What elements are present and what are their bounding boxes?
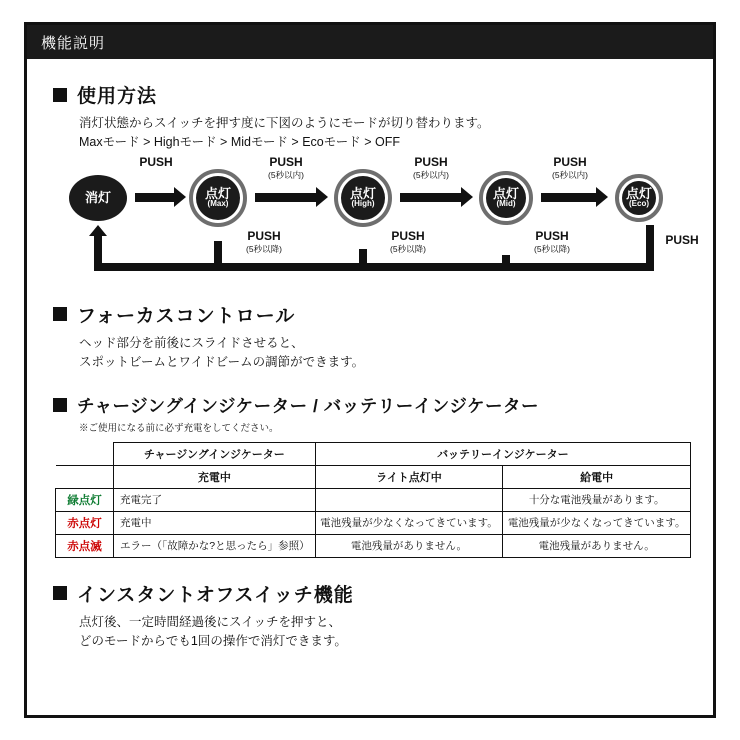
info-panel — [24, 22, 716, 718]
table-cell-blink-charging: エラー（「故障かな?と思ったら」参照） — [114, 534, 316, 557]
section-usage-title: 使用方法 — [77, 86, 158, 107]
instant-line-2: どのモードからでも1回の操作で消灯できます。 — [79, 633, 347, 648]
table-col-header-supply: 給電中 — [503, 465, 691, 488]
square-bullet-icon — [53, 586, 67, 600]
table-cell-red-supply: 電池残量が少なくなってきています。 — [503, 511, 691, 534]
table-cell-green-supply: 十分な電池残量があります。 — [503, 488, 691, 511]
flow-push-bottom-2 — [365, 229, 451, 255]
section-indicator-title: チャージングインジケーター / バッテリーインジケーター — [77, 395, 539, 416]
table-row-label-green-on: 緑点灯 — [56, 488, 114, 511]
table-col-header-charging: 充電中 — [114, 465, 316, 488]
flow-push-bottom-4 — [639, 233, 725, 247]
panel-header-title: 機能説明 — [41, 34, 106, 52]
flow-node-eco-sub: (Eco) — [629, 199, 649, 209]
flow-push-bottom-2-sub: (5秒以降) — [390, 243, 426, 254]
flow-push-bottom-1-main: PUSH — [247, 228, 281, 243]
flow-node-high-sub: (High) — [351, 199, 375, 209]
flow-node-high — [334, 169, 392, 227]
flow-push-bottom-4-main: PUSH — [665, 232, 699, 247]
focus-line-1: ヘッド部分を前後にスライドさせると、 — [79, 335, 304, 350]
flow-node-max — [189, 169, 247, 227]
flow-return-arrowhead — [89, 225, 107, 236]
flow-node-eco-label: 点灯 — [625, 185, 652, 201]
table-row — [56, 488, 691, 511]
section-usage-body — [79, 114, 687, 153]
table-corner-cell — [56, 442, 114, 465]
flow-node-off — [69, 175, 127, 221]
table-cell-red-light-on: 電池残量が少なくなってきています。 — [315, 511, 503, 534]
section-focus-title: フォーカスコントロール — [77, 305, 296, 327]
section-instant-body — [79, 613, 687, 652]
flow-push-top-3-sub: (5秒以内) — [413, 169, 449, 180]
flow-push-top-4 — [533, 155, 607, 181]
mode-flow-diagram — [69, 154, 699, 283]
square-bullet-icon — [53, 88, 67, 102]
table-group-header-charging: チャージングインジケーター — [114, 442, 316, 465]
table-group-header-row — [56, 442, 691, 465]
flow-node-eco — [615, 174, 663, 222]
flow-node-mid — [479, 171, 533, 225]
flow-push-bottom-3-main: PUSH — [535, 228, 569, 243]
flow-push-top-3 — [394, 155, 468, 181]
flow-node-high-label: 点灯 — [349, 185, 376, 201]
table-cell-blink-supply: 電池残量がありません。 — [503, 534, 691, 557]
indicator-table — [55, 442, 691, 558]
section-focus-heading — [53, 301, 687, 328]
section-instant-heading — [53, 580, 687, 607]
flow-push-bottom-2-main: PUSH — [391, 228, 425, 243]
table-cell-green-light-on — [315, 488, 503, 511]
flow-node-off-label: 消灯 — [84, 189, 111, 205]
section-focus-body — [79, 334, 687, 373]
flow-arrow-1 — [135, 193, 175, 202]
table-row-label-red-on: 赤点灯 — [56, 511, 114, 534]
table-column-header-row — [56, 465, 691, 488]
table-col-header-light-on: ライト点灯中 — [315, 465, 503, 488]
section-indicator-heading — [53, 393, 687, 418]
table-cell-blink-light-on: 電池残量がありません。 — [315, 534, 503, 557]
flow-node-max-label: 点灯 — [204, 185, 231, 201]
flow-return-horizontal — [94, 263, 654, 271]
flow-push-bottom-1-sub: (5秒以降) — [246, 243, 282, 254]
panel-header — [27, 25, 713, 59]
table-row — [56, 534, 691, 557]
table-cell-green-charging: 充電完了 — [114, 488, 316, 511]
flow-node-max-sub: (Max) — [207, 199, 229, 209]
usage-line-1: 消灯状態からスイッチを押す度に下図のようにモードが切り替わります。 — [79, 116, 490, 130]
flow-node-mid-sub: (Mid) — [496, 199, 516, 209]
instant-line-1: 点灯後、一定時間経過後にスイッチを押すと、 — [79, 614, 342, 629]
flow-arrow-2 — [255, 193, 317, 202]
flow-push-top-2 — [249, 155, 323, 181]
table-corner-cell-2 — [56, 465, 114, 488]
flow-push-top-3-main: PUSH — [414, 154, 448, 169]
flow-arrow-4 — [541, 193, 597, 202]
flow-push-top-4-sub: (5秒以内) — [552, 169, 588, 180]
flow-push-top-1 — [123, 155, 189, 169]
table-row — [56, 511, 691, 534]
table-group-header-battery: バッテリーインジケーター — [315, 442, 690, 465]
flow-push-top-2-sub: (5秒以内) — [268, 169, 304, 180]
panel-body — [27, 59, 713, 661]
section-usage-heading — [53, 81, 687, 108]
flow-push-top-4-main: PUSH — [553, 154, 587, 169]
section-instant-title: インスタントオフスイッチ機能 — [77, 584, 354, 606]
flow-arrow-3 — [400, 193, 462, 202]
flow-push-bottom-3 — [509, 229, 595, 255]
table-row-label-red-blink: 赤点滅 — [56, 534, 114, 557]
usage-line-2: Maxモード > Highモード > Midモード > Ecoモード > OFF — [79, 135, 400, 150]
flow-return-riser-4 — [646, 225, 654, 269]
flow-push-top-2-main: PUSH — [269, 154, 303, 169]
flow-node-mid-label: 点灯 — [492, 185, 519, 201]
flow-push-top-1-main: PUSH — [139, 154, 173, 169]
table-cell-red-charging: 充電中 — [114, 511, 316, 534]
square-bullet-icon — [53, 398, 67, 412]
flow-push-bottom-3-sub: (5秒以降) — [534, 243, 570, 254]
flow-return-riser-3 — [502, 255, 510, 269]
focus-line-2: スポットビームとワイドビームの調節ができます。 — [79, 355, 365, 370]
square-bullet-icon — [53, 307, 67, 321]
section-indicator-note: ※ご使用になる前に必ず充電をしてください。 — [79, 422, 279, 434]
flow-push-bottom-1 — [221, 229, 307, 255]
